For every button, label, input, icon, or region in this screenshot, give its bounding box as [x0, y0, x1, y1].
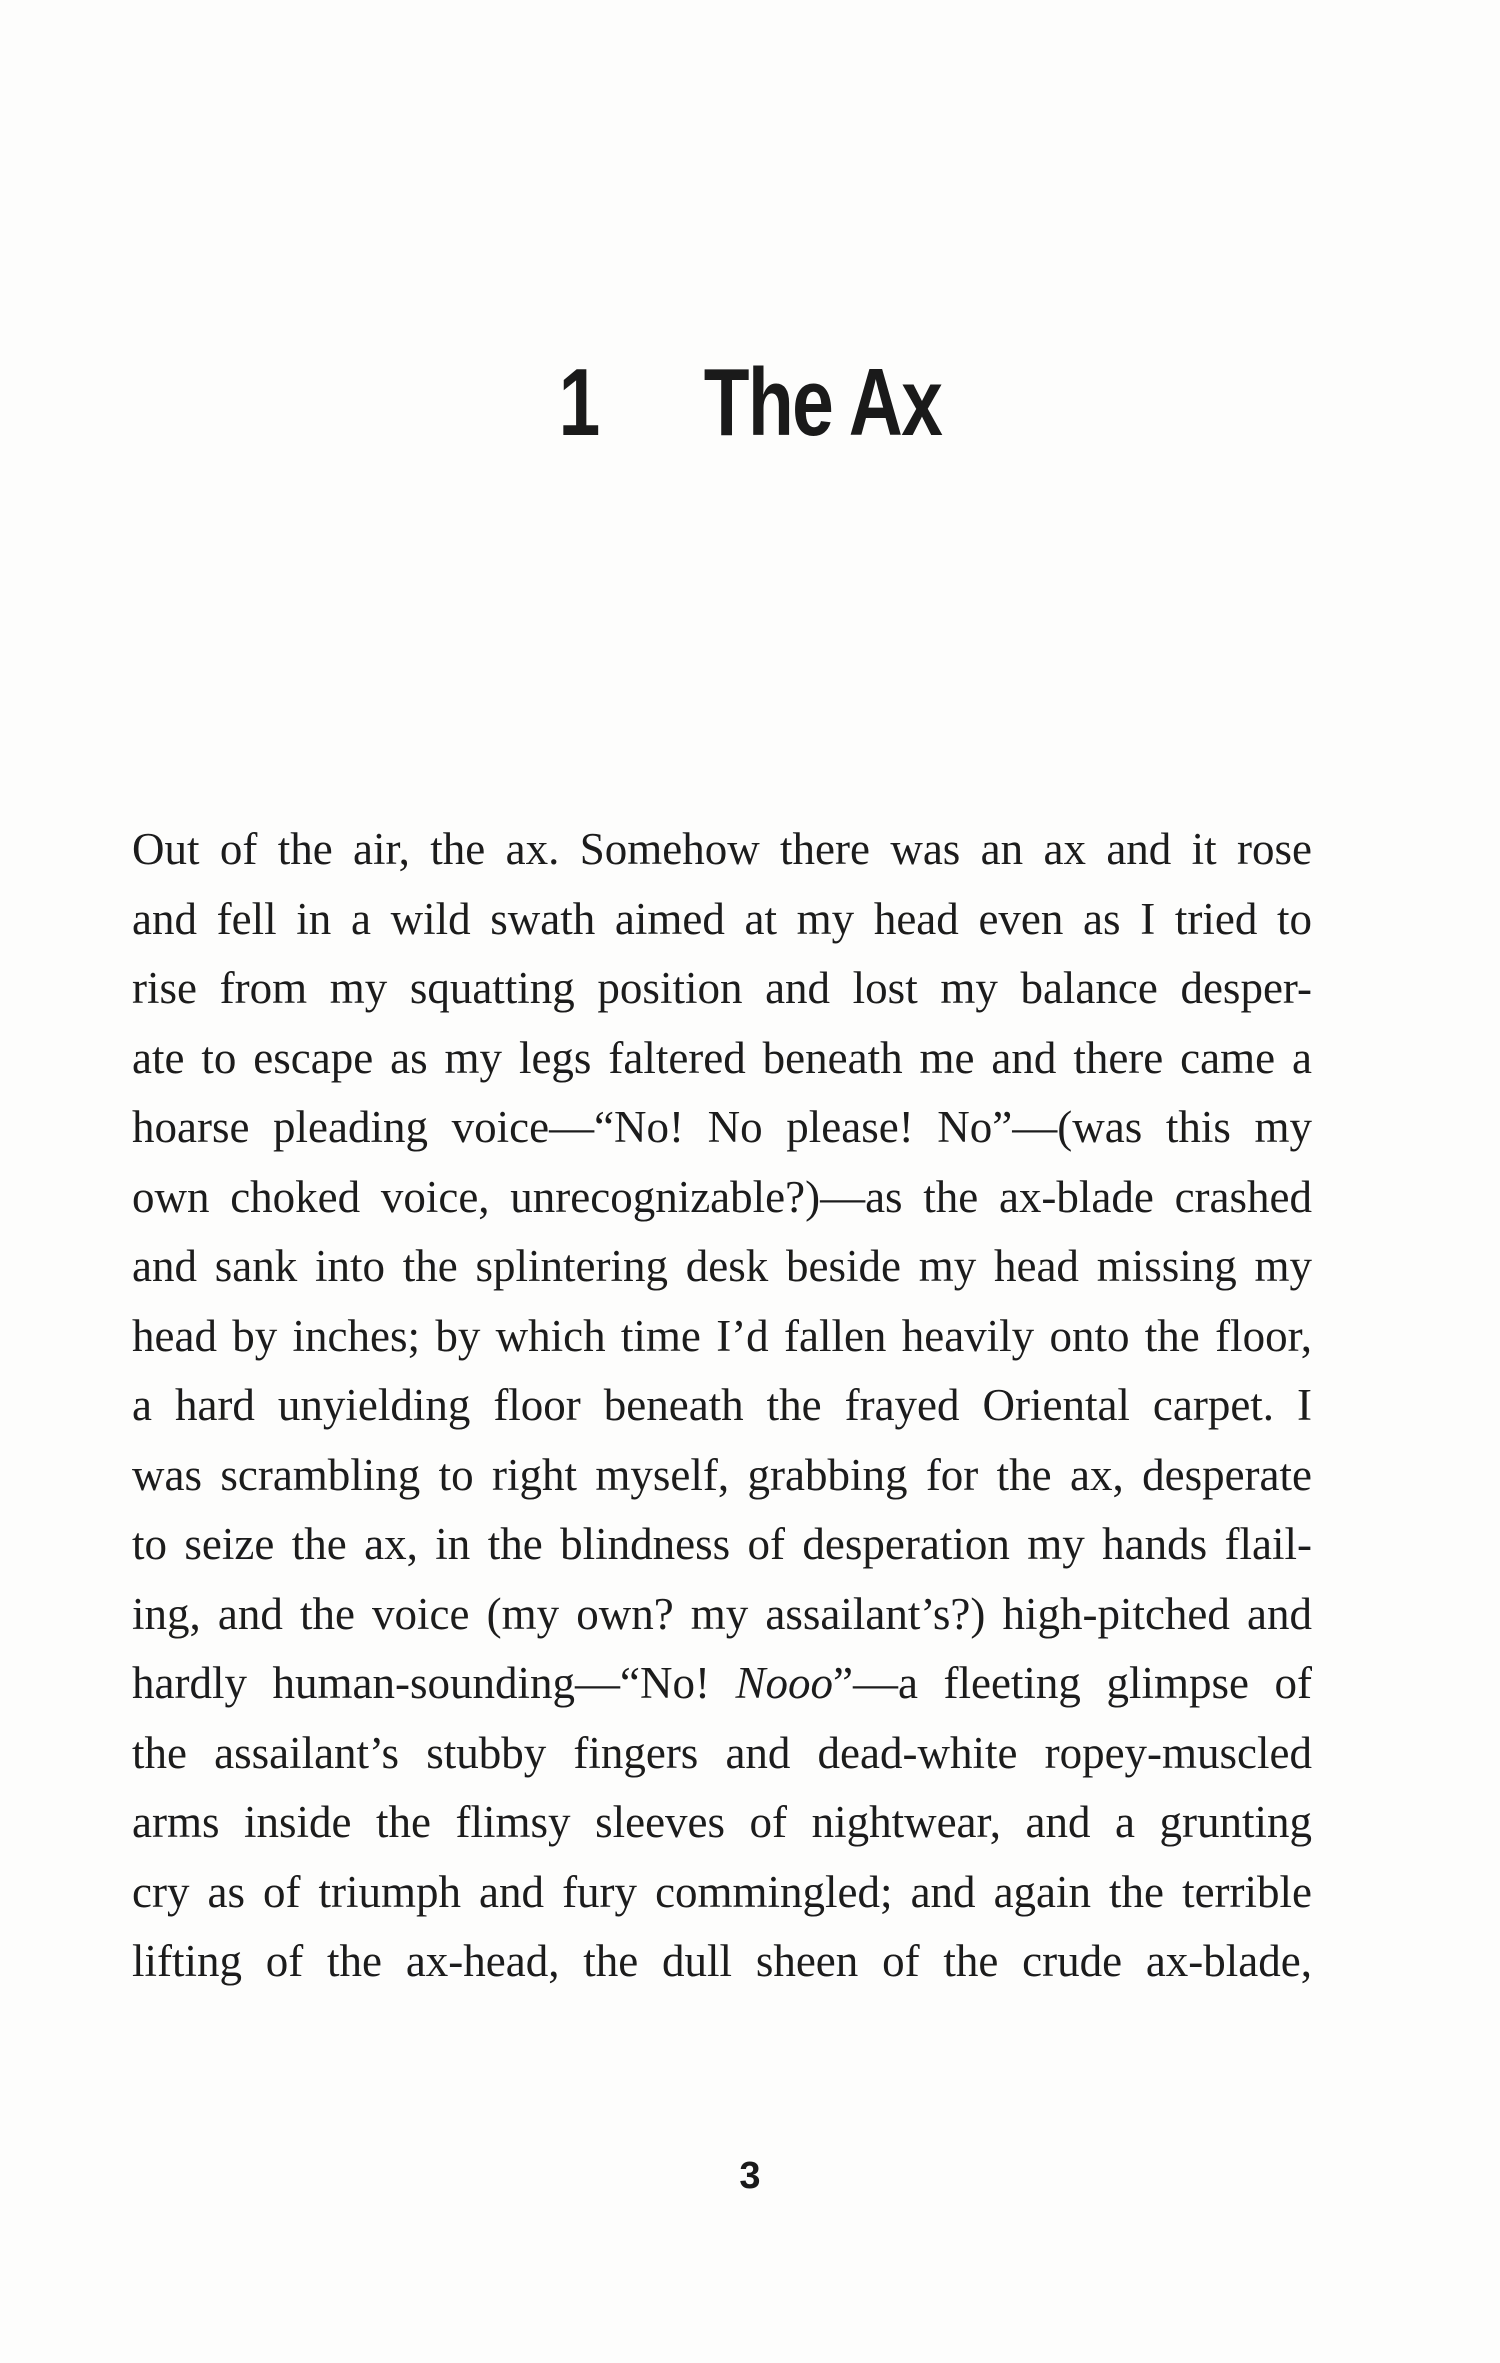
text-line: cry as of triumph and fury commingled; and again the terrible [132, 1866, 1312, 1917]
chapter-body-text [132, 815, 1312, 1997]
text-line: head by inches; by which time I’d fallen heavily onto the floor, [132, 1310, 1312, 1361]
text-line: ate to escape as my legs faltered beneath me and there came a [132, 1032, 1312, 1083]
text-line: arms inside the flimsy sleeves of nightwear, and a grunting [132, 1797, 1312, 1847]
chapter-heading [165, 349, 1335, 456]
italic-word: Nooo [735, 1658, 833, 1708]
text-line: Out of the air, the ax. Somehow there was an ax and it rose [132, 824, 1312, 874]
text-line: lifting of the ax-head, the dull sheen of the crude ax-blade, [132, 1936, 1312, 1986]
text-line-with-italic [132, 1649, 1312, 1719]
chapter-title: The Ax [703, 349, 942, 456]
text-line: the assailant’s stubby fingers and dead-white ropey-muscled [132, 1727, 1312, 1778]
chapter-number: 1 [558, 349, 599, 456]
page-number: 3 [739, 2155, 761, 2197]
text-fragment: hardly human-sounding—“No! [132, 1658, 736, 1708]
text-line: rise from my squatting position and lost my balance desper- [132, 963, 1312, 1013]
text-fragment: ”—a fleeting glimpse of [833, 1658, 1312, 1708]
text-line: ing, and the voice (my own? my assailant’s?) high-pitched and [132, 1588, 1312, 1639]
text-line: a hard unyielding floor beneath the frayed Oriental carpet. I [132, 1380, 1312, 1430]
text-line: own choked voice, unrecognizable?)—as the ax-blade crashed [132, 1171, 1312, 1222]
text-line: was scrambling to right myself, grabbing for the ax, desperate [132, 1449, 1312, 1500]
text-line: and fell in a wild swath aimed at my head even as I tried to [132, 893, 1312, 944]
text-line: and sank into the splintering desk beside my head missing my [132, 1241, 1312, 1291]
text-line: to seize the ax, in the blindness of desperation my hands flail- [132, 1519, 1312, 1569]
text-line: hoarse pleading voice—“No! No please! No”—(was this my [132, 1102, 1312, 1152]
